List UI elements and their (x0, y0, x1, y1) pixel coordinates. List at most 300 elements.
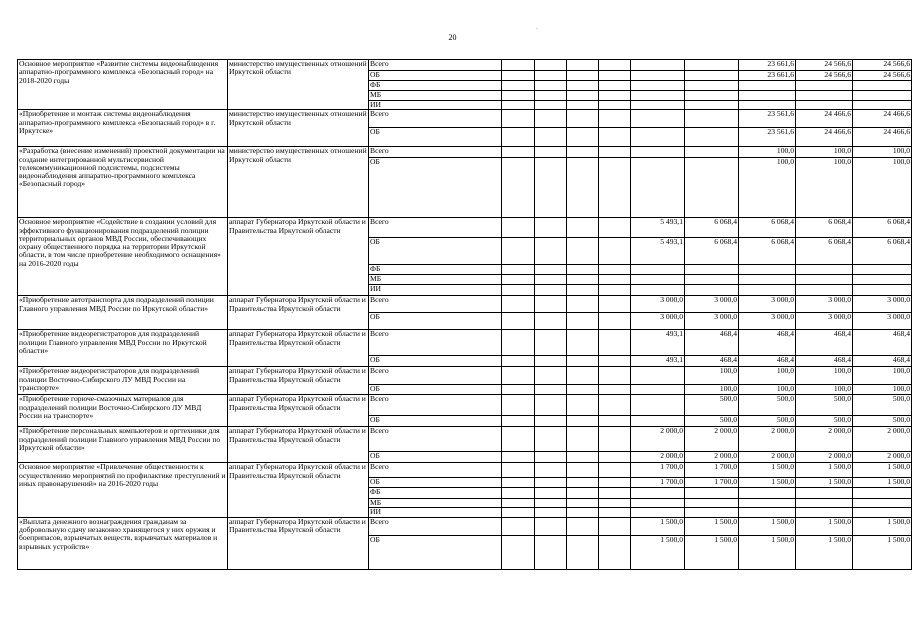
amount-cell: 2 000,0 (796, 452, 853, 463)
table-row (18, 147, 912, 158)
table-row (18, 296, 912, 313)
amount-cell (502, 356, 535, 367)
responsible-executor: аппарат Губернатора Иркутской области и Правительства Иркутской области (228, 463, 369, 518)
amount-cell (599, 101, 631, 110)
funding-source: ОБ (369, 452, 502, 463)
amount-cell (739, 487, 796, 498)
amount-cell: 3 000,0 (739, 313, 796, 330)
activity-name: «Приобретение автотранспорта для подразделений полиции Главного управления МВД России по Иркутской области» (18, 296, 228, 330)
amount-cell: 100,0 (739, 367, 796, 385)
amount-cell (502, 147, 535, 158)
amount-cell: 24 466,6 (796, 110, 853, 128)
table-row (18, 330, 912, 356)
amount-cell (685, 91, 739, 101)
amount-cell: 23 661,6 (739, 60, 796, 71)
amount-cell: 6 068,4 (685, 218, 739, 238)
funding-source: ОБ (369, 535, 502, 569)
amount-cell (796, 498, 853, 507)
amount-cell (631, 395, 685, 416)
amount-cell (535, 385, 567, 395)
amount-cell (535, 238, 567, 265)
amount-cell: 24 566,6 (853, 60, 912, 71)
amount-cell (567, 285, 599, 296)
amount-cell (535, 463, 567, 478)
amount-cell (535, 275, 567, 285)
amount-cell (502, 81, 535, 91)
funding-source: ОБ (369, 128, 502, 147)
funding-source: ОБ (369, 385, 502, 395)
funding-source: ОБ (369, 313, 502, 330)
amount-cell (567, 91, 599, 101)
amount-cell (853, 507, 912, 517)
responsible-executor: министерство имущественных отношений Иркутской области (228, 110, 369, 147)
funding-source: ФБ (369, 487, 502, 498)
amount-cell (631, 498, 685, 507)
funding-source: ОБ (369, 416, 502, 427)
amount-cell (502, 128, 535, 147)
amount-cell (685, 60, 739, 71)
amount-cell: 24 566,6 (853, 71, 912, 81)
amount-cell (739, 275, 796, 285)
amount-cell (502, 265, 535, 275)
amount-cell (567, 313, 599, 330)
amount-cell: 6 068,4 (796, 218, 853, 238)
amount-cell: 2 000,0 (739, 452, 796, 463)
amount-cell (631, 60, 685, 71)
amount-cell (567, 507, 599, 517)
amount-cell: 1 500,0 (796, 535, 853, 569)
amount-cell (567, 367, 599, 385)
amount-cell: 24 466,6 (853, 128, 912, 147)
funding-source: Всего (369, 330, 502, 356)
amount-cell (739, 265, 796, 275)
amount-cell (535, 265, 567, 275)
amount-cell (599, 395, 631, 416)
activity-name: «Приобретение и монтаж системы видеонаблюдения аппаратно-программного комплекса «Безопасный город» в г. Иркутске» (18, 110, 228, 147)
amount-cell (685, 507, 739, 517)
amount-cell: 1 500,0 (739, 478, 796, 487)
amount-cell (853, 285, 912, 296)
amount-cell: 468,4 (685, 330, 739, 356)
amount-cell: 24 566,6 (796, 60, 853, 71)
amount-cell: 500,0 (796, 416, 853, 427)
amount-cell (599, 535, 631, 569)
amount-cell (535, 487, 567, 498)
amount-cell: 1 500,0 (631, 517, 685, 535)
amount-cell: 100,0 (739, 385, 796, 395)
amount-cell: 1 700,0 (631, 478, 685, 487)
page-number: 20 (448, 33, 457, 42)
responsible-executor: аппарат Губернатора Иркутской области и Правительства Иркутской области (228, 395, 369, 427)
amount-cell (502, 416, 535, 427)
amount-cell (796, 91, 853, 101)
amount-cell (685, 81, 739, 91)
amount-cell (599, 498, 631, 507)
amount-cell (535, 91, 567, 101)
funding-source: Всего (369, 296, 502, 313)
amount-cell (535, 285, 567, 296)
amount-cell (796, 81, 853, 91)
amount-cell: 3 000,0 (796, 296, 853, 313)
amount-cell (567, 147, 599, 158)
amount-cell: 1 500,0 (853, 478, 912, 487)
amount-cell (502, 478, 535, 487)
amount-cell (631, 158, 685, 218)
amount-cell: 1 700,0 (685, 463, 739, 478)
amount-cell (853, 81, 912, 91)
amount-cell: 468,4 (685, 356, 739, 367)
amount-cell (567, 427, 599, 452)
amount-cell (502, 330, 535, 356)
responsible-executor: министерство имущественных отношений Иркутской области (228, 147, 369, 218)
amount-cell: 2 000,0 (739, 427, 796, 452)
amount-cell: 100,0 (685, 367, 739, 385)
amount-cell: 500,0 (739, 395, 796, 416)
amount-cell (599, 313, 631, 330)
amount-cell: 6 068,4 (853, 238, 912, 265)
amount-cell (502, 385, 535, 395)
amount-cell (796, 275, 853, 285)
amount-cell: 23 561,6 (739, 128, 796, 147)
amount-cell (631, 367, 685, 385)
amount-cell (502, 60, 535, 71)
amount-cell: 100,0 (796, 385, 853, 395)
amount-cell (599, 367, 631, 385)
amount-cell: 3 000,0 (631, 313, 685, 330)
amount-cell (685, 275, 739, 285)
amount-cell: 468,4 (796, 356, 853, 367)
amount-cell (599, 218, 631, 238)
amount-cell: 500,0 (739, 416, 796, 427)
responsible-executor: аппарат Губернатора Иркутской области и Правительства Иркутской области (228, 218, 369, 296)
amount-cell (739, 285, 796, 296)
amount-cell (739, 498, 796, 507)
funding-source: Всего (369, 110, 502, 128)
amount-cell: 1 500,0 (631, 535, 685, 569)
funding-source: ОБ (369, 356, 502, 367)
amount-cell: 1 500,0 (685, 535, 739, 569)
amount-cell (567, 478, 599, 487)
amount-cell: 500,0 (853, 416, 912, 427)
amount-cell: 493,1 (631, 356, 685, 367)
amount-cell (599, 275, 631, 285)
funding-source: Всего (369, 60, 502, 71)
amount-cell: 2 000,0 (796, 427, 853, 452)
amount-cell (502, 71, 535, 81)
amount-cell: 24 566,6 (796, 71, 853, 81)
amount-cell (599, 71, 631, 81)
amount-cell: 100,0 (685, 385, 739, 395)
amount-cell (739, 507, 796, 517)
amount-cell: 3 000,0 (739, 296, 796, 313)
responsible-executor: аппарат Губернатора Иркутской области и Правительства Иркутской области (228, 330, 369, 367)
amount-cell: 2 000,0 (853, 427, 912, 452)
amount-cell (567, 517, 599, 535)
amount-cell: 468,4 (796, 330, 853, 356)
amount-cell (567, 238, 599, 265)
amount-cell (685, 487, 739, 498)
amount-cell (535, 356, 567, 367)
amount-cell (631, 147, 685, 158)
amount-cell (853, 487, 912, 498)
amount-cell (796, 265, 853, 275)
amount-cell: 6 068,4 (685, 238, 739, 265)
amount-cell (685, 101, 739, 110)
amount-cell (631, 265, 685, 275)
amount-cell (599, 147, 631, 158)
amount-cell (567, 218, 599, 238)
amount-cell (535, 81, 567, 91)
amount-cell (599, 296, 631, 313)
amount-cell: 24 466,6 (853, 110, 912, 128)
amount-cell (502, 275, 535, 285)
amount-cell: 1 500,0 (739, 517, 796, 535)
scan-speck: · (536, 26, 538, 32)
amount-cell (853, 91, 912, 101)
funding-source: ОБ (369, 71, 502, 81)
funding-source: ФБ (369, 265, 502, 275)
budget-table-body (18, 60, 912, 570)
responsible-executor: аппарат Губернатора Иркутской области и Правительства Иркутской области (228, 427, 369, 463)
amount-cell: 100,0 (853, 147, 912, 158)
amount-cell (502, 395, 535, 416)
table-row (18, 110, 912, 128)
amount-cell (567, 487, 599, 498)
amount-cell (535, 416, 567, 427)
amount-cell (631, 91, 685, 101)
responsible-executor: аппарат Губернатора Иркутской области и Правительства Иркутской области (228, 517, 369, 569)
amount-cell (599, 285, 631, 296)
amount-cell (599, 478, 631, 487)
amount-cell (502, 91, 535, 101)
amount-cell: 23 661,6 (739, 71, 796, 81)
amount-cell (502, 427, 535, 452)
amount-cell (685, 147, 739, 158)
amount-cell (599, 330, 631, 356)
amount-cell (796, 507, 853, 517)
amount-cell: 100,0 (796, 158, 853, 218)
amount-cell (599, 158, 631, 218)
amount-cell (567, 498, 599, 507)
amount-cell: 100,0 (796, 367, 853, 385)
table-row (18, 60, 912, 71)
funding-source: МБ (369, 91, 502, 101)
amount-cell (599, 60, 631, 71)
responsible-executor: аппарат Губернатора Иркутской области и Правительства Иркутской области (228, 296, 369, 330)
amount-cell (502, 158, 535, 218)
amount-cell (631, 128, 685, 147)
amount-cell (567, 356, 599, 367)
amount-cell (599, 356, 631, 367)
amount-cell (567, 463, 599, 478)
amount-cell (599, 517, 631, 535)
amount-cell (567, 101, 599, 110)
funding-source: МБ (369, 498, 502, 507)
funding-source: ОБ (369, 238, 502, 265)
amount-cell: 3 000,0 (631, 296, 685, 313)
amount-cell (599, 416, 631, 427)
amount-cell (739, 91, 796, 101)
amount-cell: 1 500,0 (853, 463, 912, 478)
amount-cell: 3 000,0 (853, 313, 912, 330)
amount-cell: 6 068,4 (853, 218, 912, 238)
amount-cell (631, 71, 685, 81)
amount-cell (535, 427, 567, 452)
amount-cell (535, 452, 567, 463)
amount-cell: 3 000,0 (853, 296, 912, 313)
amount-cell (685, 158, 739, 218)
amount-cell (599, 463, 631, 478)
amount-cell (685, 498, 739, 507)
amount-cell (535, 296, 567, 313)
funding-source: ИИ (369, 285, 502, 296)
amount-cell: 1 500,0 (853, 517, 912, 535)
amount-cell (535, 395, 567, 416)
funding-source: ИИ (369, 507, 502, 517)
amount-cell: 24 466,6 (796, 128, 853, 147)
amount-cell (685, 265, 739, 275)
amount-cell (796, 285, 853, 296)
amount-cell (739, 81, 796, 91)
funding-source: ФБ (369, 81, 502, 91)
amount-cell (599, 487, 631, 498)
amount-cell (567, 330, 599, 356)
amount-cell: 2 000,0 (853, 452, 912, 463)
table-row (18, 427, 912, 452)
amount-cell (535, 517, 567, 535)
amount-cell: 1 500,0 (685, 517, 739, 535)
amount-cell: 468,4 (853, 356, 912, 367)
table-row (18, 463, 912, 478)
amount-cell (535, 218, 567, 238)
amount-cell (535, 60, 567, 71)
amount-cell: 5 493,1 (631, 218, 685, 238)
amount-cell: 1 500,0 (739, 535, 796, 569)
amount-cell (685, 71, 739, 81)
amount-cell (685, 285, 739, 296)
amount-cell: 1 500,0 (853, 535, 912, 569)
amount-cell (567, 110, 599, 128)
amount-cell: 100,0 (796, 147, 853, 158)
funding-source: Всего (369, 147, 502, 158)
amount-cell (631, 487, 685, 498)
activity-name: Основное мероприятие «Привлечение общественности к осуществлению мероприятий по профилактике преступлений и иных правонарушений» на 2016-2020 годы (18, 463, 228, 518)
amount-cell (631, 81, 685, 91)
amount-cell: 3 000,0 (685, 313, 739, 330)
amount-cell (631, 101, 685, 110)
amount-cell: 100,0 (739, 147, 796, 158)
amount-cell (567, 128, 599, 147)
amount-cell (502, 101, 535, 110)
amount-cell (502, 487, 535, 498)
funding-source: ОБ (369, 478, 502, 487)
activity-name: Основное мероприятие «Содействие в создании условий для эффективного функционирования подразделений полиции территориальных органов МВД России, обеспечивающих охрану общественного порядка на территории Иркутской области, в том числе приобретение необходимого оснащения» на 2016-2020 годы (18, 218, 228, 296)
amount-cell (535, 101, 567, 110)
funding-source: ОБ (369, 158, 502, 218)
amount-cell (567, 535, 599, 569)
amount-cell: 1 500,0 (796, 478, 853, 487)
funding-source: ИИ (369, 101, 502, 110)
amount-cell (535, 330, 567, 356)
amount-cell (502, 238, 535, 265)
amount-cell: 500,0 (853, 395, 912, 416)
amount-cell (599, 507, 631, 517)
amount-cell: 100,0 (739, 158, 796, 218)
amount-cell (853, 275, 912, 285)
amount-cell (599, 81, 631, 91)
amount-cell: 3 000,0 (685, 296, 739, 313)
amount-cell: 1 500,0 (796, 463, 853, 478)
amount-cell (599, 385, 631, 395)
table-row (18, 517, 912, 535)
amount-cell (502, 452, 535, 463)
amount-cell: 100,0 (853, 367, 912, 385)
amount-cell (631, 110, 685, 128)
amount-cell (502, 535, 535, 569)
amount-cell: 5 493,1 (631, 238, 685, 265)
responsible-executor: аппарат Губернатора Иркутской области и Правительства Иркутской области (228, 367, 369, 395)
amount-cell: 500,0 (685, 395, 739, 416)
amount-cell (535, 498, 567, 507)
amount-cell (685, 128, 739, 147)
amount-cell (599, 110, 631, 128)
amount-cell (502, 367, 535, 385)
amount-cell (631, 507, 685, 517)
amount-cell (631, 285, 685, 296)
activity-name: «Разработка (внесение изменений) проектной документации на создание интегрированной мультисервисной телекоммуникационной подсистемы, подсистемы видеонаблюдения аппаратно-программного комплекса «Безопасный город» (18, 147, 228, 218)
amount-cell: 1 700,0 (685, 478, 739, 487)
amount-cell: 23 561,6 (739, 110, 796, 128)
amount-cell (631, 275, 685, 285)
amount-cell: 500,0 (796, 395, 853, 416)
amount-cell: 468,4 (853, 330, 912, 356)
amount-cell (567, 296, 599, 313)
amount-cell: 468,4 (739, 330, 796, 356)
amount-cell (502, 296, 535, 313)
activity-name: «Приобретение персональных компьютеров и оргтехники для подразделений полиции Главного управления МВД России по Иркутской области» (18, 427, 228, 463)
amount-cell (535, 110, 567, 128)
amount-cell (685, 110, 739, 128)
amount-cell (502, 463, 535, 478)
table-row (18, 395, 912, 416)
amount-cell (535, 535, 567, 569)
amount-cell: 6 068,4 (796, 238, 853, 265)
amount-cell: 1 500,0 (739, 463, 796, 478)
amount-cell (631, 416, 685, 427)
amount-cell: 468,4 (739, 356, 796, 367)
amount-cell (567, 71, 599, 81)
amount-cell (502, 313, 535, 330)
amount-cell: 100,0 (853, 385, 912, 395)
activity-name: «Приобретение видеорегистраторов для подразделений полиции Главного управления МВД России по Иркутской области» (18, 330, 228, 367)
budget-table (17, 59, 912, 570)
funding-source: Всего (369, 218, 502, 238)
amount-cell (567, 416, 599, 427)
amount-cell: 2 000,0 (631, 452, 685, 463)
amount-cell (599, 238, 631, 265)
amount-cell (599, 427, 631, 452)
amount-cell (567, 385, 599, 395)
funding-source: Всего (369, 517, 502, 535)
amount-cell (502, 498, 535, 507)
table-row (18, 367, 912, 385)
amount-cell: 6 068,4 (739, 238, 796, 265)
amount-cell (567, 275, 599, 285)
activity-name: Основное мероприятие «Развитие системы видеонаблюдения аппаратно-программного комплекса «Безопасный город» на 2018-2020 годы (18, 60, 228, 110)
amount-cell (535, 158, 567, 218)
amount-cell (599, 128, 631, 147)
amount-cell (502, 285, 535, 296)
